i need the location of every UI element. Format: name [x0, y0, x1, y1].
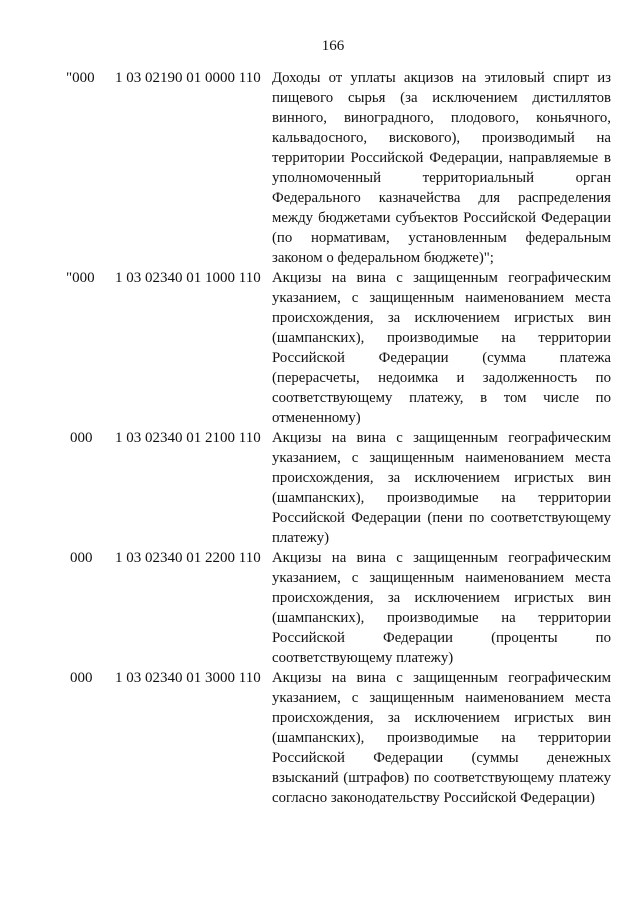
- description-line: Акцизы на вина с защищенным географическим: [272, 550, 611, 566]
- budget-row: [0, 668, 640, 808]
- description-line: (шампанских), производимые на территории: [272, 610, 611, 626]
- description-line: происхождения, за исключением игристых вин: [272, 310, 611, 326]
- description-line: соответствующему платежу, в том числе по: [272, 390, 611, 406]
- description-line: соответствующему платежу): [272, 650, 454, 666]
- description-line: Федерального казначейства для распределения: [272, 190, 611, 206]
- description-line: указанием, с защищенным наименованием места: [272, 570, 611, 586]
- description-line: отмененному): [272, 410, 361, 426]
- description-line: между бюджетами субъектов Российской Федерации: [272, 210, 611, 226]
- budget-row: [0, 268, 640, 428]
- description-line: Российской Федерации (проценты по: [272, 630, 611, 646]
- row-prefix: "000: [66, 70, 95, 86]
- row-description: [272, 428, 611, 548]
- row-prefix: "000: [66, 270, 95, 286]
- classification-code: 1 03 02340 01 2100 110: [115, 430, 261, 446]
- description-line: платежу): [272, 530, 330, 546]
- description-line: указанием, с защищенным наименованием места: [272, 290, 611, 306]
- description-line: уполномоченный территориальный орган: [272, 170, 611, 186]
- description-line: (шампанских), производимые на территории: [272, 490, 611, 506]
- description-line: Акцизы на вина с защищенным географическим: [272, 270, 611, 286]
- description-line: законом о федеральном бюджете)";: [272, 250, 494, 266]
- row-prefix: 000: [70, 550, 93, 566]
- description-line: винного, виноградного, плодового, коньячного,: [272, 110, 611, 126]
- description-line: (шампанских), производимые на территории: [272, 730, 611, 746]
- description-line: происхождения, за исключением игристых вин: [272, 470, 611, 486]
- classification-code: 1 03 02340 01 3000 110: [115, 670, 261, 686]
- row-description: [272, 668, 611, 808]
- row-description: [272, 68, 611, 268]
- description-line: (шампанских), производимые на территории: [272, 330, 611, 346]
- description-line: Российской Федерации (суммы денежных: [272, 750, 611, 766]
- description-line: Российской Федерации (пени по соответствующему: [272, 510, 611, 526]
- description-line: кальвадосного, вискового), производимый на: [272, 130, 611, 146]
- description-line: Доходы от уплаты акцизов на этиловый спирт из: [272, 70, 611, 86]
- page-number: 166: [321, 38, 345, 54]
- description-line: происхождения, за исключением игристых вин: [272, 710, 611, 726]
- budget-row: [0, 68, 640, 268]
- description-line: Российской Федерации (сумма платежа: [272, 350, 611, 366]
- classification-table: [0, 68, 640, 808]
- classification-code: 1 03 02340 01 2200 110: [115, 550, 261, 566]
- description-line: Акцизы на вина с защищенным географическим: [272, 670, 611, 686]
- row-description: [272, 268, 611, 428]
- description-line: (по нормативам, установленным федеральным: [272, 230, 611, 246]
- budget-row: [0, 428, 640, 548]
- classification-code: 1 03 02340 01 1000 110: [115, 270, 261, 286]
- budget-row: [0, 548, 640, 668]
- row-description: [272, 548, 611, 668]
- row-prefix: 000: [70, 670, 93, 686]
- description-line: указанием, с защищенным наименованием места: [272, 690, 611, 706]
- description-line: указанием, с защищенным наименованием места: [272, 450, 611, 466]
- description-line: Акцизы на вина с защищенным географическим: [272, 430, 611, 446]
- description-line: взысканий (штрафов) по соответствующему платежу: [272, 770, 611, 786]
- description-line: происхождения, за исключением игристых вин: [272, 590, 611, 606]
- description-line: пищевого сырья (за исключением дистиллятов: [272, 90, 611, 106]
- row-prefix: 000: [70, 430, 93, 446]
- description-line: (перерасчеты, недоимка и задолженность по: [272, 370, 611, 386]
- classification-code: 1 03 02190 01 0000 110: [115, 70, 261, 86]
- description-line: территории Российской Федерации, направляемые в: [272, 150, 611, 166]
- description-line: согласно законодательству Российской Федерации): [272, 790, 595, 806]
